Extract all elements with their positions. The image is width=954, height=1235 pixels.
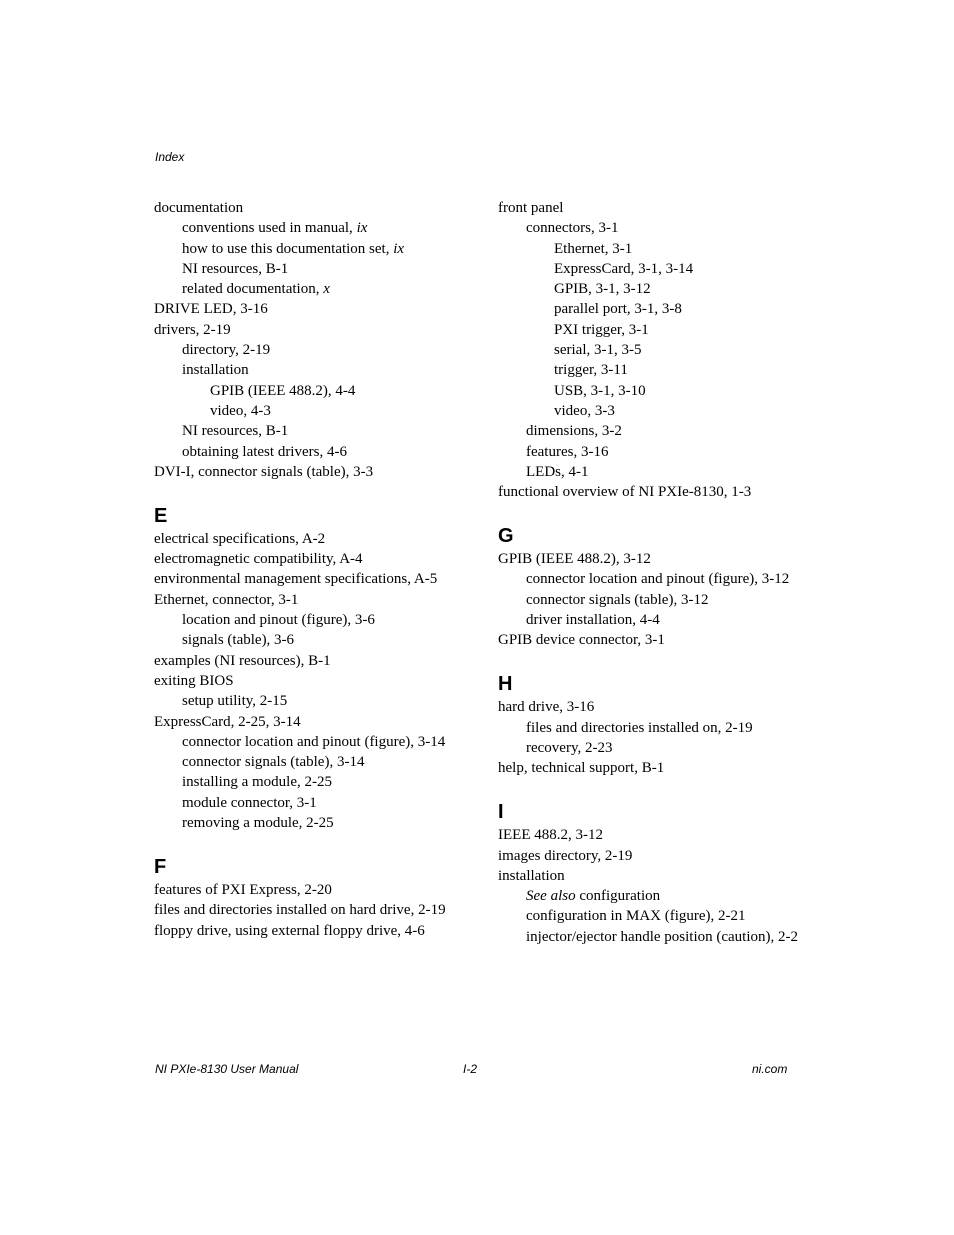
- index-entry-text: USB, 3-1, 3-10: [554, 382, 646, 399]
- index-entry: [498, 483, 798, 502]
- index-entry-text: serial, 3-1, 3-5: [554, 342, 642, 359]
- index-entry: [154, 591, 484, 610]
- index-subentry: [498, 463, 798, 482]
- index-entry: [154, 199, 484, 218]
- index-entry: [498, 847, 798, 866]
- index-entry-text: recovery, 2-23: [526, 739, 613, 756]
- footer-website: ni.com: [752, 1062, 788, 1076]
- index-entry: [498, 867, 798, 886]
- index-entry-text: injector/ejector handle position (caution), 2-2: [526, 928, 798, 945]
- index-subentry: [498, 300, 798, 319]
- index-subentry: [154, 814, 484, 833]
- index-entry-text: files and directories installed on hard drive, 2-19: [154, 902, 446, 919]
- index-entry-text: GPIB (IEEE 488.2), 3-12: [498, 551, 651, 568]
- index-entry-text: Ethernet, connector, 3-1: [154, 591, 299, 608]
- index-entry: [498, 631, 798, 650]
- index-subentry: [498, 591, 798, 610]
- index-entry-text: PXI trigger, 3-1: [554, 321, 649, 338]
- index-entry-text: NI resources, B-1: [182, 260, 289, 277]
- index-entry-text: GPIB, 3-1, 3-12: [554, 281, 651, 298]
- index-subentry: [498, 739, 798, 758]
- index-subentry: [498, 260, 798, 279]
- index-entry-text: IEEE 488.2, 3-12: [498, 827, 603, 844]
- running-head: Index: [155, 150, 185, 164]
- index-subentry: [154, 773, 484, 792]
- index-subentry: [154, 219, 484, 238]
- footer-page-number: I-2: [463, 1062, 478, 1076]
- index-subentry: [498, 422, 798, 441]
- index-section-letter: F: [154, 856, 167, 879]
- index-entry-text: video, 3-3: [554, 402, 615, 419]
- index-entry-text: documentation: [154, 200, 244, 216]
- index-entry-text: installation: [498, 867, 565, 884]
- index-entry: [154, 901, 484, 920]
- index-subentry: [154, 260, 484, 279]
- index-entry: [498, 759, 798, 778]
- index-entry-text: examples (NI resources), B-1: [154, 652, 331, 669]
- index-entry-text: front panel: [498, 200, 564, 216]
- index-entry: [154, 672, 484, 691]
- index-entry-text: GPIB (IEEE 488.2), 4-4: [210, 382, 356, 399]
- index-entry-text: drivers, 2-19: [154, 321, 231, 338]
- index-subentry: [154, 631, 484, 650]
- index-entry-text: connector signals (table), 3-14: [182, 754, 365, 771]
- index-subentry: [154, 361, 484, 380]
- index-entry-text: connectors, 3-1: [526, 220, 619, 237]
- index-subentry: [154, 341, 484, 360]
- index-subentry: [498, 361, 798, 380]
- index-subentry: [498, 611, 798, 630]
- index-entry: [498, 698, 798, 717]
- index-section-letter: I: [498, 801, 504, 824]
- index-entry-text: exiting BIOS: [154, 672, 234, 689]
- index-entry-text: removing a module, 2-25: [182, 815, 334, 832]
- index-entry-text: parallel port, 3-1, 3-8: [554, 301, 682, 318]
- index-subentry: [498, 341, 798, 360]
- index-entry-text: trigger, 3-11: [554, 362, 628, 379]
- index-entry: [154, 463, 484, 482]
- index-entry-text: Ethernet, 3-1: [554, 240, 633, 257]
- index-entry: [154, 922, 484, 941]
- index-section-letter: G: [498, 525, 514, 548]
- index-entry-text: directory, 2-19: [182, 342, 271, 359]
- index-subentry: [154, 794, 484, 813]
- index-subentry: [154, 280, 484, 299]
- index-entry-text: installation: [182, 362, 249, 379]
- index-entry-text: GPIB device connector, 3-1: [498, 632, 665, 649]
- index-entry-text: configuration in MAX (figure), 2-21: [526, 908, 746, 925]
- index-entry-text: signals (table), 3-6: [182, 632, 295, 649]
- index-entry-text: DVI-I, connector signals (table), 3-3: [154, 463, 374, 480]
- index-entry-text: electrical specifications, A-2: [154, 530, 326, 547]
- index-subentry: [498, 443, 798, 462]
- index-entry-text: configuration: [575, 888, 661, 905]
- index-entry: [154, 652, 484, 671]
- index-entry: [154, 881, 484, 900]
- index-page-ref: x: [323, 281, 330, 298]
- index-subentry: [154, 733, 484, 752]
- index-section-letter: H: [498, 673, 513, 696]
- index-entry-text: related documentation,: [182, 281, 324, 298]
- index-page-ref: ix: [393, 240, 405, 257]
- index-subentry: [498, 321, 798, 340]
- index-entry-text: how to use this documentation set,: [182, 240, 394, 257]
- index-see-also: See also: [526, 888, 576, 905]
- index-entry: [154, 713, 484, 732]
- index-entry-text: setup utility, 2-15: [182, 693, 288, 710]
- index-entry: [498, 199, 798, 218]
- footer-manual-title: NI PXIe-8130 User Manual: [155, 1062, 299, 1076]
- index-subentry: [498, 402, 798, 421]
- index-subentry: [154, 753, 484, 772]
- index-entry-text: functional overview of NI PXIe-8130, 1-3: [498, 484, 752, 501]
- index-subentry: [498, 280, 798, 299]
- index-subentry: [154, 240, 484, 259]
- index-entry-text: driver installation, 4-4: [526, 612, 660, 629]
- index-subentry: [498, 887, 798, 906]
- index-entry: [498, 550, 798, 569]
- index-subentry: [154, 422, 484, 441]
- index-column-left: [154, 199, 484, 942]
- index-entry: [154, 570, 484, 589]
- index-entry-text: module connector, 3-1: [182, 794, 317, 811]
- index-entry: [154, 321, 484, 340]
- index-entry-text: NI resources, B-1: [182, 423, 289, 440]
- index-subentry: [498, 382, 798, 401]
- index-column-right: [498, 199, 798, 948]
- index-entry-text: ExpressCard, 3-1, 3-14: [554, 260, 694, 277]
- index-entry-text: help, technical support, B-1: [498, 760, 665, 777]
- index-entry-text: electromagnetic compatibility, A-4: [154, 551, 363, 568]
- index-page-ref: ix: [356, 220, 368, 237]
- index-subentry: [498, 719, 798, 738]
- index-entry-text: location and pinout (figure), 3-6: [182, 612, 375, 629]
- index-entry-text: files and directories installed on, 2-19: [526, 719, 753, 736]
- index-subentry: [498, 907, 798, 926]
- index-entry-text: environmental management specifications, A-5: [154, 571, 438, 588]
- index-entry-text: obtaining latest drivers, 4-6: [182, 443, 347, 460]
- index-entry-text: conventions used in manual,: [182, 220, 357, 237]
- index-subentry: [498, 570, 798, 589]
- index-entry: [154, 300, 484, 319]
- index-entry-text: video, 4-3: [210, 402, 271, 419]
- index-subentry: [498, 240, 798, 259]
- index-entry-text: features of PXI Express, 2-20: [154, 882, 332, 899]
- index-entry-text: features, 3-16: [526, 443, 609, 460]
- index-entry: [154, 550, 484, 569]
- index-entry-text: images directory, 2-19: [498, 847, 633, 864]
- index-entry-text: ExpressCard, 2-25, 3-14: [154, 713, 301, 730]
- index-entry-text: installing a module, 2-25: [182, 774, 332, 791]
- index-entry-text: connector location and pinout (figure), 3-14: [182, 733, 446, 750]
- index-subentry: [154, 692, 484, 711]
- index-entry-text: LEDs, 4-1: [526, 463, 589, 480]
- index-entry-text: hard drive, 3-16: [498, 699, 595, 716]
- index-subentry: [154, 382, 484, 401]
- index-entry: [154, 530, 484, 549]
- index-subentry: [154, 402, 484, 421]
- index-entry-text: dimensions, 3-2: [526, 423, 622, 440]
- index-entry-text: connector location and pinout (figure), 3-12: [526, 571, 790, 588]
- index-section-letter: E: [154, 504, 168, 527]
- index-subentry: [498, 928, 798, 947]
- index-subentry: [154, 611, 484, 630]
- index-subentry: [498, 219, 798, 238]
- index-entry: [498, 826, 798, 845]
- index-subentry: [154, 443, 484, 462]
- index-entry-text: floppy drive, using external floppy drive, 4-6: [154, 922, 425, 939]
- index-entry-text: connector signals (table), 3-12: [526, 591, 709, 608]
- index-entry-text: DRIVE LED, 3-16: [154, 301, 268, 318]
